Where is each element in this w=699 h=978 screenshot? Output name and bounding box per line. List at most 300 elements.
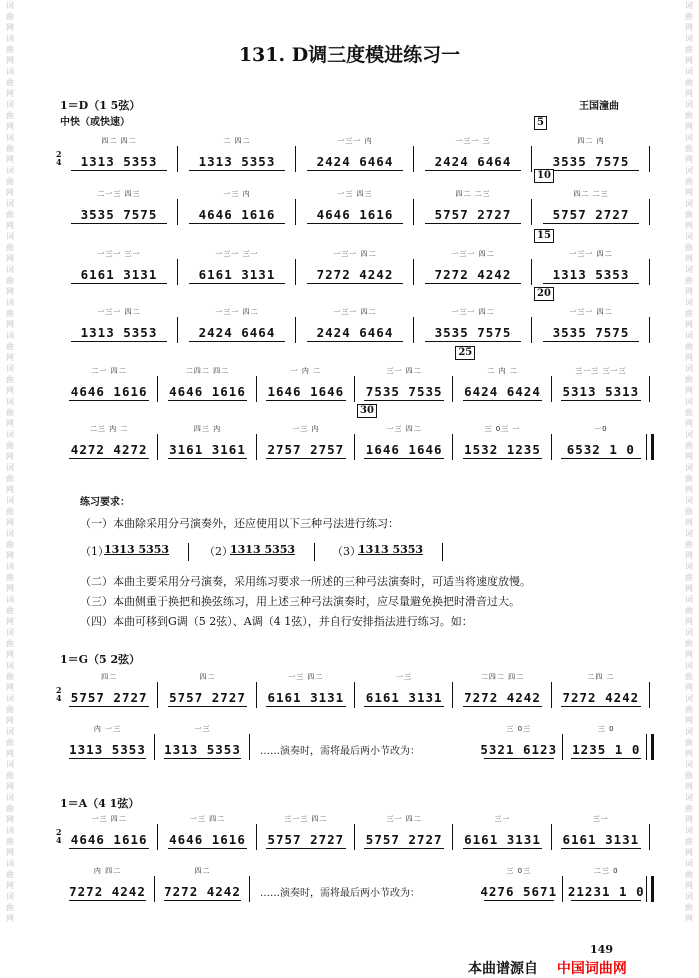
watermark-char: 词 [685,595,693,604]
watermark-char: 网 [6,584,14,593]
watermark-char: 曲 [6,177,14,186]
barline [295,146,296,172]
measure [479,862,559,910]
watermark-char: 词 [685,727,693,736]
score-line [56,810,650,858]
barline [649,146,650,172]
watermark-char: 网 [685,716,693,725]
time-signature-bottom: 4 [56,157,62,167]
rehearsal-mark: 20 [534,287,554,301]
measure-notes: 2424 6464 [434,154,512,169]
beam [69,458,148,459]
watermark-char: 词 [6,34,14,43]
watermark-char: 网 [685,254,693,263]
watermark-char: 词 [685,529,693,538]
measure [556,420,646,468]
watermark-char: 词 [6,694,14,703]
watermark-char: 网 [685,221,693,230]
watermark-char: 网 [6,617,14,626]
measure [359,810,449,858]
fingering: 三一 [494,815,511,823]
watermark-char: 曲 [6,672,14,681]
watermark-char: 曲 [685,276,693,285]
barline [551,376,552,402]
beam [189,170,286,171]
watermark-char: 词 [685,67,693,76]
watermark-char: 网 [6,188,14,197]
watermark-char: 曲 [6,78,14,87]
watermark-char: 词 [685,133,693,142]
bow2-label: （2） [204,545,233,558]
measure-notes: 4646 1616 [70,832,148,847]
barline [354,824,355,850]
barline [413,317,414,343]
measure-notes: 4646 1616 [198,207,276,222]
fingering: 四二 二三 [455,190,491,198]
measure [64,362,154,410]
beam [543,170,640,171]
measure [556,362,646,410]
watermark-char: 词 [685,298,693,307]
watermark-char: 词 [6,595,14,604]
measure-notes: 7272 4242 [164,884,241,899]
watermark-char: 曲 [6,309,14,318]
measure-notes: 3535 7575 [80,207,158,222]
watermark-char: 网 [685,518,693,527]
beam [364,706,443,707]
watermark-char: 词 [6,826,14,835]
measure [457,420,547,468]
measure-notes: 6161 3131 [198,267,276,282]
barline [551,682,552,708]
performance-note: ……演奏时，需将最后两小节改为： [260,888,420,899]
beam [543,223,640,224]
barline [295,199,296,225]
measure-notes: 1313 5353 [164,742,241,757]
watermark-char: 词 [685,166,693,175]
measure-notes: 7272 4242 [69,884,146,899]
measure-notes: 1532 1235 [464,442,541,457]
watermark-char: 网 [685,155,693,164]
fingering: 内 四二 [93,867,122,875]
beam [561,458,640,459]
watermark-char: 曲 [685,804,693,813]
measure-notes: 6532 1 0 [566,442,635,457]
watermark-char: 网 [6,155,14,164]
watermark-char: 网 [685,386,693,395]
fingering: 一三一 四二 [333,250,377,258]
measure [182,132,292,180]
watermark-char: 曲 [685,12,693,21]
measure [359,668,449,716]
barline [354,682,355,708]
fingering: 一三一 四二 [97,308,141,316]
watermark-char: 词 [685,793,693,802]
watermark-char: 词 [6,100,14,109]
measure [567,862,647,910]
measure [479,720,559,768]
source-site-link[interactable]: 中国词曲网 [556,961,627,977]
beam [168,706,247,707]
requirement-2: （二）本曲主要采用分弓演奏，采用练习要求一所述的三种弓法演奏时，可适当将速度放慢。 [80,575,531,588]
measure [64,420,154,468]
watermark-char: 词 [6,364,14,373]
fingering: 三 0三 [506,725,532,733]
watermark-char: 曲 [685,705,693,714]
watermark-char: 网 [685,287,693,296]
watermark-char: 网 [685,848,693,857]
watermark-char: 网 [6,386,14,395]
measure-notes: 5313 5313 [562,384,640,399]
fingering: 三一 [592,815,609,823]
fingering: 三一三 三一三 [575,367,627,375]
watermark-char: 网 [685,914,693,923]
fingering: 一三一 三一 [215,250,259,258]
beam [425,223,522,224]
requirement-1: （一）本曲除采用分弓演奏外，还应使用以下三种弓法进行练习： [80,517,399,530]
watermark-char: 曲 [6,408,14,417]
measure [162,420,252,468]
measure [418,132,528,180]
fingering: 二 四二 [223,137,251,145]
watermark-char: 词 [6,67,14,76]
measure-notes: 5757 2727 [70,690,148,705]
fingering: 一三一 四二 [569,250,613,258]
measure-notes: 6161 3131 [464,832,541,847]
watermark-char: 曲 [685,672,693,681]
watermark-char: 词 [685,265,693,274]
watermark-char: 网 [685,419,693,428]
key-signature-g: 1＝G（5 2弦） [60,653,141,666]
measure [64,810,154,858]
beam [168,400,247,401]
barline [649,317,650,343]
measure [261,668,351,716]
watermark-char: 曲 [685,210,693,219]
fingering: 四二 四二 [101,137,137,145]
measure [300,132,410,180]
watermark-char: 曲 [6,45,14,54]
composer: 王国潼曲 [579,101,619,112]
source-prefix: 本曲谱源自 [468,961,538,977]
measure [300,185,410,233]
watermark-char: 曲 [685,375,693,384]
watermark-char: 网 [6,815,14,824]
watermark-char: 曲 [6,705,14,714]
barline [562,734,563,760]
watermark-right [681,0,697,978]
rehearsal-mark: 30 [357,404,377,418]
watermark-char: 曲 [685,573,693,582]
measure [300,245,410,293]
watermark-char: 网 [6,716,14,725]
watermark-char: 词 [6,430,14,439]
watermark-char: 网 [6,254,14,263]
measure-notes: 4276 5671 [480,884,558,899]
watermark-char: 词 [6,133,14,142]
barline [452,682,453,708]
measure-notes: 3535 7575 [434,325,512,340]
watermark-char: 词 [6,232,14,241]
barline [531,146,532,172]
measure [182,245,292,293]
watermark-char: 词 [6,496,14,505]
barline [177,146,178,172]
time-signature-top: 2 [56,685,62,695]
performance-note: ……演奏时，需将最后两小节改为： [260,746,420,757]
measure-notes: 5757 2727 [434,207,512,222]
fingering: 一三一 四二 [451,308,495,316]
measure [162,810,252,858]
measure-notes: 5757 2727 [365,832,443,847]
fingering: 四二 二三 [573,190,609,198]
score-line [60,862,650,910]
beam [463,458,542,459]
beam [71,170,168,171]
measure-notes: 1313 5353 [198,154,276,169]
barline [452,376,453,402]
barline [649,682,650,708]
watermark-char: 网 [685,683,693,692]
fingering: 二四 二 [587,673,615,681]
measure-notes: 7272 4242 [434,267,512,282]
measure-notes: 1313 5353 [552,267,630,282]
watermark-char: 曲 [6,639,14,648]
fingering: 二一 四二 [91,367,127,375]
fingering: 一三 四三 [337,190,373,198]
measure [261,420,351,468]
watermark-char: 词 [685,694,693,703]
beam [543,341,640,342]
measure [64,185,174,233]
measure-notes: 1313 5353 [80,325,158,340]
measure-notes: 3161 3161 [169,442,246,457]
watermark-char: 曲 [6,540,14,549]
fingering: 三一三 四二 [284,815,328,823]
measure [64,132,174,180]
watermark-char: 网 [6,287,14,296]
bow3-label: （3） [332,545,361,558]
time-signature-top: 2 [56,149,62,159]
barline [649,199,650,225]
final-barline [646,876,654,902]
final-barline [646,734,654,760]
watermark-char: 词 [685,34,693,43]
beam [425,341,522,342]
barline [413,259,414,285]
fingering: 内 一三 [93,725,122,733]
measure [261,362,351,410]
measure-notes: 1313 5353 [80,154,158,169]
watermark-char: 网 [685,617,693,626]
beam [71,283,168,284]
watermark-char: 词 [6,199,14,208]
watermark-char: 曲 [685,837,693,846]
watermark-char: 网 [6,419,14,428]
watermark-char: 曲 [685,771,693,780]
watermark-char: 词 [6,793,14,802]
beam [168,848,247,849]
watermark-char: 网 [685,122,693,131]
watermark-char: 曲 [6,837,14,846]
beam [168,458,247,459]
beam [307,283,404,284]
watermark-char: 曲 [685,408,693,417]
watermark-char: 网 [6,749,14,758]
barline [452,434,453,460]
watermark-char: 曲 [685,903,693,912]
watermark-char: 曲 [685,342,693,351]
measure-notes: 1235 1 0 [572,742,641,757]
watermark-char: 词 [6,727,14,736]
bow1-notes: 1313 5353 [104,543,170,556]
fingering: 二三 内 二 [89,425,129,433]
watermark-char: 曲 [685,540,693,549]
watermark-char: 网 [6,518,14,527]
barline [157,434,158,460]
bow3-notes: 1313 5353 [358,543,424,556]
watermark-char: 网 [6,23,14,32]
watermark-char: 曲 [6,243,14,252]
watermark-char: 词 [685,760,693,769]
beam [571,900,641,901]
watermark-char: 网 [6,683,14,692]
measure-notes: 2757 2757 [267,442,345,457]
fingering: 一三一 四二 [215,308,259,316]
watermark-char: 曲 [6,738,14,747]
watermark-char: 曲 [685,441,693,450]
measure-notes: 1646 1646 [365,442,443,457]
watermark-char: 词 [6,331,14,340]
time-signature [56,150,62,166]
beam [364,848,443,849]
fingering: 一0 [594,425,608,433]
watermark-char: 网 [685,353,693,362]
watermark-char: 曲 [685,111,693,120]
measure [182,303,292,351]
watermark-char: 网 [6,782,14,791]
measure [162,362,252,410]
measure-notes: 6161 3131 [267,690,345,705]
watermark-char: 网 [6,320,14,329]
watermark-char: 网 [6,89,14,98]
bow2-bar [314,543,315,561]
measure-notes: 6424 6424 [464,384,541,399]
fingering: 四二 [194,867,211,875]
fingering: 一三一 内 [337,137,373,145]
rehearsal-mark: 15 [534,229,554,243]
watermark-char: 词 [6,397,14,406]
beam [266,706,345,707]
measure-notes: 4646 1616 [169,384,246,399]
barline [256,376,257,402]
measure-notes: 21231 1 0 [567,884,645,899]
measure-notes: 4646 1616 [70,384,148,399]
barline [354,434,355,460]
bow2-notes: 1313 5353 [230,543,296,556]
watermark-char: 网 [685,551,693,560]
watermark-char: 网 [685,188,693,197]
watermark-char: 词 [6,628,14,637]
barline [551,824,552,850]
barline [354,376,355,402]
watermark-char: 词 [685,628,693,637]
measure [64,668,154,716]
measure [359,362,449,410]
measure-notes: 5757 2727 [267,832,345,847]
beam [69,706,148,707]
time-signature-bottom: 4 [56,835,62,845]
barline [562,876,563,902]
watermark-char: 词 [6,265,14,274]
fingering: 一三一 四二 [451,250,495,258]
watermark-char: 词 [685,331,693,340]
barline [295,259,296,285]
beam [484,900,554,901]
watermark-char: 词 [685,859,693,868]
watermark-char: 词 [6,562,14,571]
watermark-char: 网 [6,848,14,857]
measure-notes: 4646 1616 [316,207,394,222]
watermark-char: 网 [685,881,693,890]
source-credit [468,958,627,978]
fingering: 一三 内 [292,425,320,433]
fingering: 三 0三 [506,867,532,875]
watermark-char: 曲 [6,771,14,780]
measure [182,185,292,233]
fingering: 四二 [101,673,118,681]
bow1-bar [188,543,189,561]
fingering: 一三 内 [223,190,251,198]
barline [551,434,552,460]
score-line [60,288,650,351]
key-signature-a: 1＝A（4 1弦） [60,797,140,810]
watermark-char: 曲 [6,12,14,21]
requirement-3: （三）本曲侧重于换把和换弦练习，用上述三种弓法演奏时，应尽量避免换把时滑音过大。 [80,595,520,608]
watermark-char: 曲 [6,870,14,879]
watermark-char: 网 [685,56,693,65]
watermark-char: 网 [685,320,693,329]
measure [162,668,252,716]
measure-notes: 4646 1616 [169,832,246,847]
fingering: 一三 [194,725,211,733]
watermark-char: 词 [6,1,14,10]
watermark-left [2,0,18,978]
measure [64,303,174,351]
barline [157,824,158,850]
rehearsal-mark: 10 [534,169,554,183]
fingering: 一三 四二 [386,425,422,433]
measure [556,810,646,858]
watermark-char: 网 [6,551,14,560]
barline [452,824,453,850]
fingering: 四二 [199,673,216,681]
watermark-char: 曲 [6,441,14,450]
barline [157,376,158,402]
measure-notes: 2424 6464 [316,154,394,169]
fingering: 三一 四二 [386,815,422,823]
watermark-char: 曲 [685,606,693,615]
watermark-char: 词 [6,463,14,472]
watermark-char: 曲 [6,474,14,483]
fingering: 二四二 四二 [185,367,230,375]
measure [536,303,646,351]
watermark-char: 曲 [685,45,693,54]
score-line [60,720,650,768]
beam [189,223,286,224]
beam [543,283,640,284]
watermark-char: 曲 [685,507,693,516]
